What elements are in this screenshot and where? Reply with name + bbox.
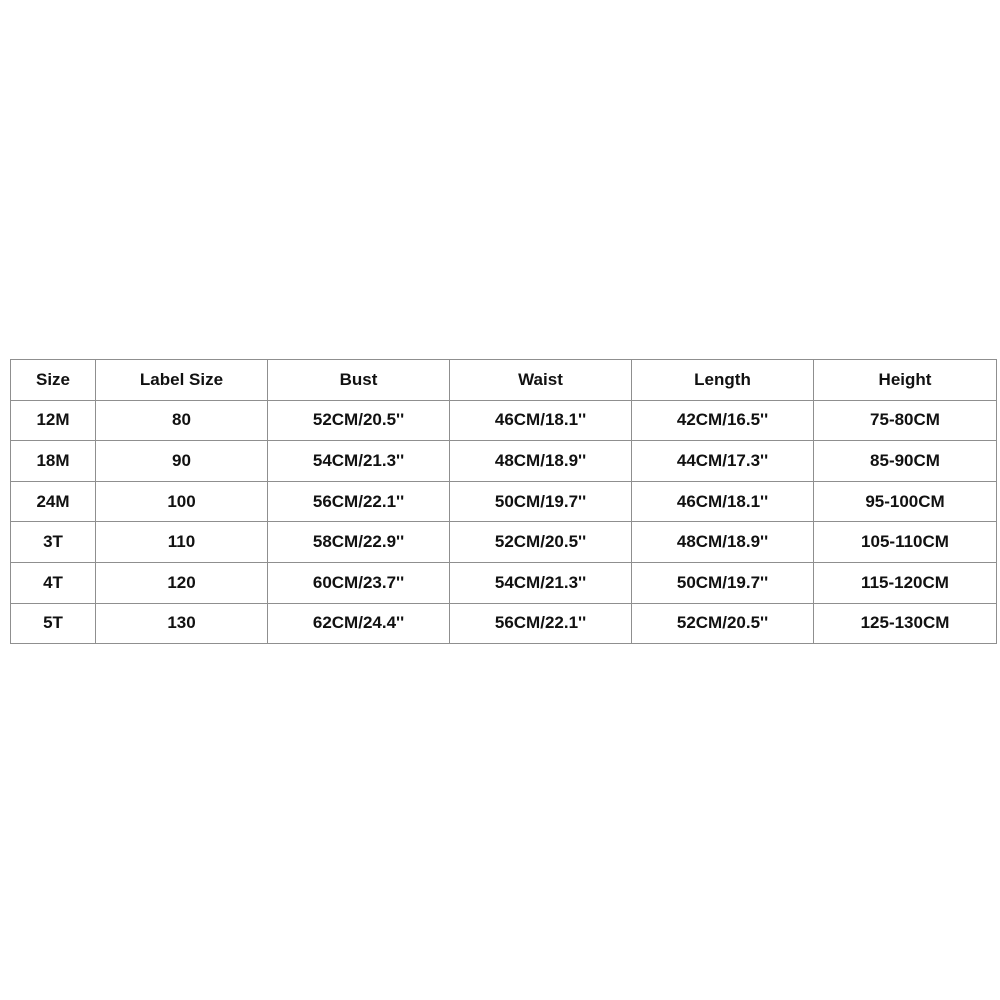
- table-cell: 100: [96, 481, 268, 522]
- table-cell: 18M: [11, 441, 96, 482]
- table-cell: 24M: [11, 481, 96, 522]
- header-cell-waist: Waist: [450, 360, 632, 401]
- table-cell: 3T: [11, 522, 96, 563]
- table-cell: 44CM/17.3'': [632, 441, 814, 482]
- table-row: [11, 603, 997, 644]
- header-row: [11, 360, 997, 401]
- table-cell: 46CM/18.1'': [450, 400, 632, 441]
- header-cell-label-size: Label Size: [96, 360, 268, 401]
- table-cell: 52CM/20.5'': [450, 522, 632, 563]
- table-cell: 58CM/22.9'': [268, 522, 450, 563]
- header-cell-size: Size: [11, 360, 96, 401]
- table-row: [11, 441, 997, 482]
- table-cell: 60CM/23.7'': [268, 562, 450, 603]
- table-cell: 54CM/21.3'': [268, 441, 450, 482]
- table-cell: 115-120CM: [814, 562, 997, 603]
- table-cell: 105-110CM: [814, 522, 997, 563]
- table-cell: 110: [96, 522, 268, 563]
- header-cell-length: Length: [632, 360, 814, 401]
- table-cell: 62CM/24.4'': [268, 603, 450, 644]
- table-cell: 120: [96, 562, 268, 603]
- table-cell: 12M: [11, 400, 96, 441]
- table-cell: 46CM/18.1'': [632, 481, 814, 522]
- table-cell: 4T: [11, 562, 96, 603]
- table-cell: 48CM/18.9'': [632, 522, 814, 563]
- table-cell: 95-100CM: [814, 481, 997, 522]
- table-cell: 48CM/18.9'': [450, 441, 632, 482]
- table-cell: 90: [96, 441, 268, 482]
- size-chart-table: [10, 359, 997, 644]
- table-row: [11, 562, 997, 603]
- table-cell: 125-130CM: [814, 603, 997, 644]
- table-row: [11, 481, 997, 522]
- header-cell-bust: Bust: [268, 360, 450, 401]
- table-cell: 52CM/20.5'': [268, 400, 450, 441]
- table-cell: 50CM/19.7'': [632, 562, 814, 603]
- table-cell: 52CM/20.5'': [632, 603, 814, 644]
- table-cell: 80: [96, 400, 268, 441]
- table-row: [11, 522, 997, 563]
- table-cell: 56CM/22.1'': [450, 603, 632, 644]
- table-cell: 5T: [11, 603, 96, 644]
- table-row: [11, 400, 997, 441]
- header-cell-height: Height: [814, 360, 997, 401]
- table-cell: 42CM/16.5'': [632, 400, 814, 441]
- table-cell: 75-80CM: [814, 400, 997, 441]
- table-cell: 56CM/22.1'': [268, 481, 450, 522]
- table-cell: 54CM/21.3'': [450, 562, 632, 603]
- table-cell: 85-90CM: [814, 441, 997, 482]
- table-cell: 130: [96, 603, 268, 644]
- table-cell: 50CM/19.7'': [450, 481, 632, 522]
